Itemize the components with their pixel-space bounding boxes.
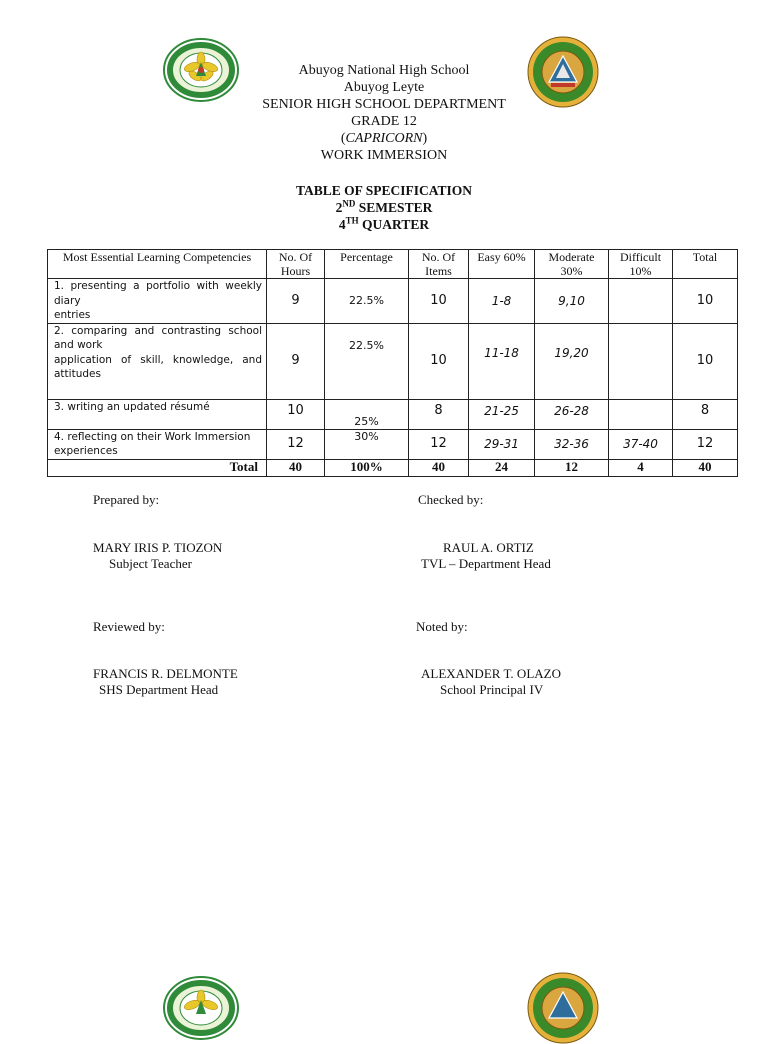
percentage-cell: 30% bbox=[325, 429, 409, 459]
easy-cell: 1-8 bbox=[469, 279, 535, 324]
semester-line bbox=[0, 199, 768, 216]
competency-text: 1. presenting a portfolio with weekly diary bbox=[54, 280, 262, 307]
hours-cell: 9 bbox=[267, 323, 325, 399]
totals-percentage: 100% bbox=[325, 459, 409, 476]
reviewer-role: SHS Department Head bbox=[99, 682, 219, 697]
total-cell: 10 bbox=[673, 323, 738, 399]
prepared-by-label: Prepared by: bbox=[93, 492, 160, 507]
checked-by-label: Checked by: bbox=[418, 492, 484, 507]
noter-role: School Principal IV bbox=[440, 682, 544, 697]
grade-level: GRADE 12 bbox=[351, 114, 417, 129]
competency-text-cont: application of skill, knowledge, and attitudes bbox=[54, 353, 262, 380]
difficult-cell bbox=[609, 279, 673, 324]
easy-cell: 11-18 bbox=[469, 323, 535, 399]
quarter-label: QUARTER bbox=[358, 217, 430, 232]
header-competencies: Most Essential Learning Competencies bbox=[48, 250, 267, 279]
competency-cell bbox=[48, 279, 267, 324]
items-cell: 10 bbox=[409, 323, 469, 399]
header-hours: No. Of Hours bbox=[267, 250, 325, 279]
table-row bbox=[48, 323, 738, 399]
table-row bbox=[48, 279, 738, 324]
header-total: Total bbox=[673, 250, 738, 279]
moderate-cell: 19,20 bbox=[535, 323, 609, 399]
reviewed-by-label: Reviewed by: bbox=[93, 619, 165, 634]
division-seal-icon bbox=[163, 976, 239, 1040]
totals-moderate: 12 bbox=[535, 459, 609, 476]
items-cell: 10 bbox=[409, 279, 469, 324]
semester-suffix: ND bbox=[342, 198, 356, 209]
competency-text: 2. comparing and contrasting school and work bbox=[54, 324, 262, 351]
total-cell: 12 bbox=[673, 429, 738, 459]
header-easy: Easy 60% bbox=[469, 250, 535, 279]
school-seal-icon bbox=[525, 972, 601, 1044]
tos-title-block bbox=[0, 182, 768, 233]
header-percentage: Percentage bbox=[325, 250, 409, 279]
noted-by-label: Noted by: bbox=[416, 619, 468, 634]
preparer-name: MARY IRIS P. TIOZON bbox=[93, 540, 223, 555]
totals-items: 40 bbox=[409, 459, 469, 476]
easy-cell: 29-31 bbox=[469, 429, 535, 459]
items-cell: 12 bbox=[409, 429, 469, 459]
subject-name: WORK IMMERSION bbox=[320, 148, 448, 163]
reviewer-name: FRANCIS R. DELMONTE bbox=[93, 666, 238, 681]
competency-cell: 4. reflecting on their Work Immersion experiences bbox=[48, 429, 267, 459]
hours-cell: 12 bbox=[267, 429, 325, 459]
noter-name: ALEXANDER T. OLAZO bbox=[421, 666, 561, 681]
section-name: (CAPRICORN) bbox=[340, 131, 428, 146]
items-cell: 8 bbox=[409, 399, 469, 429]
totals-difficult: 4 bbox=[609, 459, 673, 476]
totals-total: 40 bbox=[673, 459, 738, 476]
totals-label: Total bbox=[48, 459, 267, 476]
totals-easy: 24 bbox=[469, 459, 535, 476]
semester-number: 2 bbox=[335, 200, 343, 215]
totals-hours: 40 bbox=[267, 459, 325, 476]
competency-cell bbox=[48, 323, 267, 399]
totals-row bbox=[48, 459, 738, 476]
competency-text-cont: entries bbox=[54, 309, 91, 321]
percentage-cell: 22.5% bbox=[325, 323, 409, 399]
specification-table bbox=[47, 249, 738, 477]
preparer-role: Subject Teacher bbox=[109, 556, 192, 571]
checker-name: RAUL A. ORTIZ bbox=[443, 540, 534, 555]
department-name: SENIOR HIGH SCHOOL DEPARTMENT bbox=[262, 97, 506, 112]
moderate-cell: 32-36 bbox=[535, 429, 609, 459]
header-moderate: Moderate 30% bbox=[535, 250, 609, 279]
table-header-row bbox=[48, 250, 738, 279]
header-items: No. Of Items bbox=[409, 250, 469, 279]
easy-cell: 21-25 bbox=[469, 399, 535, 429]
school-location: Abuyog Leyte bbox=[343, 80, 425, 95]
semester-label: SEMESTER bbox=[355, 200, 433, 215]
tos-title: TABLE OF SPECIFICATION bbox=[295, 183, 473, 198]
percentage-cell: 25% bbox=[325, 399, 409, 429]
quarter-suffix: TH bbox=[345, 215, 359, 226]
percentage-cell: 22.5% bbox=[325, 279, 409, 324]
total-cell: 10 bbox=[673, 279, 738, 324]
total-cell: 8 bbox=[673, 399, 738, 429]
difficult-cell: 37-40 bbox=[609, 429, 673, 459]
difficult-cell bbox=[609, 323, 673, 399]
moderate-cell: 26-28 bbox=[535, 399, 609, 429]
moderate-cell: 9,10 bbox=[535, 279, 609, 324]
difficult-cell bbox=[609, 399, 673, 429]
header-difficult: Difficult 10% bbox=[609, 250, 673, 279]
quarter-line bbox=[0, 216, 768, 233]
hours-cell: 9 bbox=[267, 279, 325, 324]
table-row bbox=[48, 429, 738, 459]
competency-cell: 3. writing an updated résumé bbox=[48, 399, 267, 429]
table-row bbox=[48, 399, 738, 429]
section-italic: CAPRICORN bbox=[345, 131, 423, 146]
document-header bbox=[0, 62, 768, 164]
quarter-number: 4 bbox=[338, 217, 346, 232]
hours-cell: 10 bbox=[267, 399, 325, 429]
school-name: Abuyog National High School bbox=[298, 63, 470, 78]
checker-role: TVL – Department Head bbox=[421, 556, 551, 571]
